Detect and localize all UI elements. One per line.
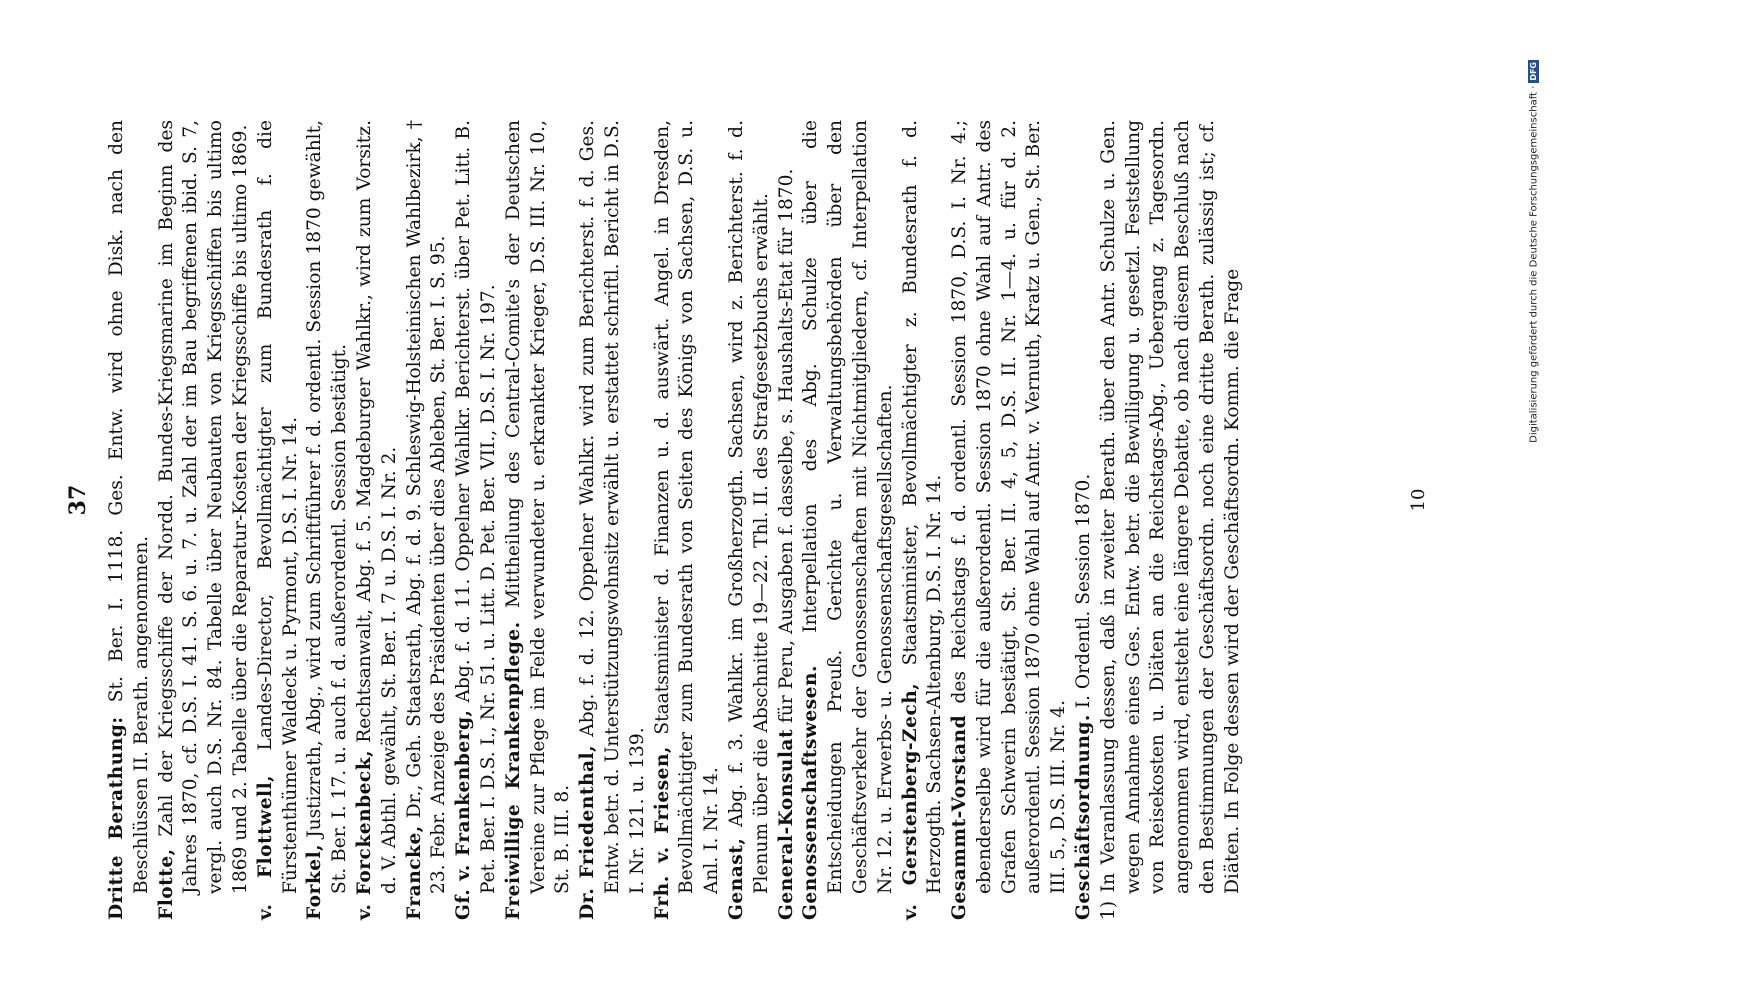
entry-headword: v. Forckenbeck, [353,749,375,920]
entry-text: Staatsminister, Bevollmächtigter z. Bundesrath f. d. Herzogth. Sachsen-Altenburg, D.S. I. Nr. 14. [899,120,946,894]
entry-headword: Dr. Friedenthal, [577,744,599,920]
entry-text: Interpellation des Abg. Schulze über die Entscheidungen Preuß. Gerichte u. Verwaltungsbehörden über den Geschäftsverkehr der Genossenschaften mit Nichtmitgliedern, cf. Interpellation Nr. 12. u. Erwerbs- u. Genossenschaftsgesellschaften. [800,120,896,894]
index-entry [948,120,1072,920]
entry-headword: Francke, [403,825,425,920]
entry-headword: Dritte Berathung: [106,716,127,920]
index-entry [651,120,725,920]
entry-headword: Flotte, [155,848,177,920]
index-entry [576,120,650,920]
entry-headword: Forkel, [304,843,326,920]
entry-headword: Genossenschaftswesen. [800,665,822,920]
index-entry [1097,120,1246,920]
entry-headword: General-Konsulat [775,728,797,920]
dfg-logo: DFG [1529,62,1538,81]
entry-headword: Frh. v. Friesen, [651,746,673,920]
index-entry [452,120,502,920]
entry-text: Abg. f. 3. Wahlkr. im Großherzogth. Sachsen, wird z. Berichterst. f. d. Plenum über die Abschnitte 19—22. Thl. II. des Strafgesetzbuchs erwählt. [725,120,772,894]
entry-text: 1) In Veranlassung dessen, daß in zweiter Berath. über den Antr. Schulze u. Gen. wegen Annahme eines Ges. Entw. betr. die Bewilligung u. gesetzl. Feststellung von Reisekosten u. Diäten an die Reichstags-Abg., Uebergang z. Tagesordn. angenommen wird, entsteht eine längere Debatte, ob nach diesem Beschluß nach den Bestimmungen der Geschäftsordn. noch eine dritte Berath. zulässig ist; cf. Diäten. In Folge dessen wird der Geschäftsordn. Komm. die Frage [1097,120,1243,920]
entry-text: Landes-Director, Bevollmächtigter zum Bundesrath f. die Fürstenthümer Waldeck u. Pyrmont, D.S. I. Nr. 14. [254,120,301,894]
digitization-credit [1528,60,1540,480]
entry-headword: Geschäftsordnung. [1073,714,1095,920]
index-entry [303,120,353,920]
index-entry [254,120,304,920]
index-entry [353,120,403,920]
entry-text: Abg. f. d. 11. Oppelner Wahlkr. Berichterst. über Pet. Litt. B. Pet. Ber. I. D.S. I., Nr. 51. u. Litt. D. Pet. Ber. VII., D.S. I. Nr. 197. [453,120,499,894]
rotated-document-page [0,50,1560,950]
entry-text: des Reichstags f. d. ordentl. Session 1870, D.S. I. Nr. 4.; ebenderselbe wird für die außerordentl. Session 1870 ohne Wahl auf Antr. des Grafen Schwerin bestätigt, St. Ber. II. 4, 5, D.S. II. Nr. 1—4. u. für d. 2. außerordentl. Session 1870 ohne Wahl auf Antr. v. Vernuth, Kratz u. Gen., St. Ber. III. 5., D.S. III. Nr. 4. [949,120,1070,894]
index-entry [403,120,453,920]
index-entries [105,120,1246,920]
entry-text: Staatsminister d. Finanzen u. d. auswärt. Angel. in Dresden, Bevollmächtigter zum Bundesrath von Seiten des Königs von Sachsen, D.S. u. Anl. I. Nr. 14. [651,120,723,894]
entry-text: Justizrath, Abg., wird zum Schriftführer f. d. ordentl. Session 1870 gewählt, St. Ber. I. 17. u. auch f. d. außerordentl. Session bestätigt. [304,120,351,894]
entry-headword: v. Gerstenberg-Zech, [899,682,921,920]
entry-text: Abg. f. d. 12. Oppelner Wahlkr. wird zum Berichterst. f. d. Ges. Entw. betr. d. Unterstützungswohnsitz erwählt u. erstattet schriftl. Bericht in D.S. I. Nr. 121. u. 139. [577,120,648,894]
entry-text: für Peru, Ausgaben f. dasselbe, s. Haushalts-Etat für 1870. [775,168,797,729]
entry-text: Zahl der Kriegsschiffe der Nordd. Bundes-Kriegsmarine im Beginn des Jahres 1870, cf. D.S. I. 41. S. 6. u. 7. u. Zahl der im Bau begriffenen ibid. S. 7, vergl. auch D.S. Nr. 84. Tabelle über Neubauten von Kriegsschiffen bis ultimo 1869 und 2. Tabelle über die Reparatur-Kosten der Kriegsschiffe bis ultimo 1869. [155,120,251,894]
index-entry [105,120,155,920]
entry-headword: v. Flottwell, [254,774,276,920]
credit-text: Digitalisierung gefördert durch die Deutsche Forschungsgemeinschaft · [1528,85,1540,443]
entry-text: I. Ordentl. Session 1870. [1073,473,1095,715]
index-entry [155,120,254,920]
entry-headword: Genast, [725,837,747,920]
index-entry [725,120,775,920]
entry-headword: Freiwillige Krankenpflege. [502,621,524,920]
index-entry [502,120,576,920]
entry-headword: Gesammt-Vorstand [949,714,971,920]
entry-text: Dr., Geh. Staatsrath, Abg. f. d. 9. Schleswig-Holsteinischen Wahlbezirk, † 23. Febr. Anzeige des Präsidenten über dies Ableben, St. Ber. I. S. 95. [403,120,450,894]
index-entry [775,120,800,920]
entry-headword: Gf. v. Frankenberg, [453,709,475,920]
index-entry [799,120,898,920]
entry-text: St. Ber. I. 1118. Ges. Entw. wird ohne Disk. nach den Beschlüssen II. Berath. angenommen. [106,120,152,894]
index-entry [1072,120,1097,920]
index-entry [899,120,949,920]
signature-number: 10 [1408,488,1429,512]
page-number: 37 [65,484,91,516]
entry-text: Mittheilung des Central-Comite's der Deutschen Vereine zur Pflege im Felde verwundeter u. erkrankter Krieger, D.S. III. Nr. 10., St. B. III. 8. [502,120,574,894]
entry-text: Rechtsanwalt, Abg. f. 5. Magdeburger Wahlkr., wird zum Vorsitz. d. V. Abthl. gewählt, St. Ber. I. 7 u. D.S. I. Nr. 2. [353,120,400,894]
